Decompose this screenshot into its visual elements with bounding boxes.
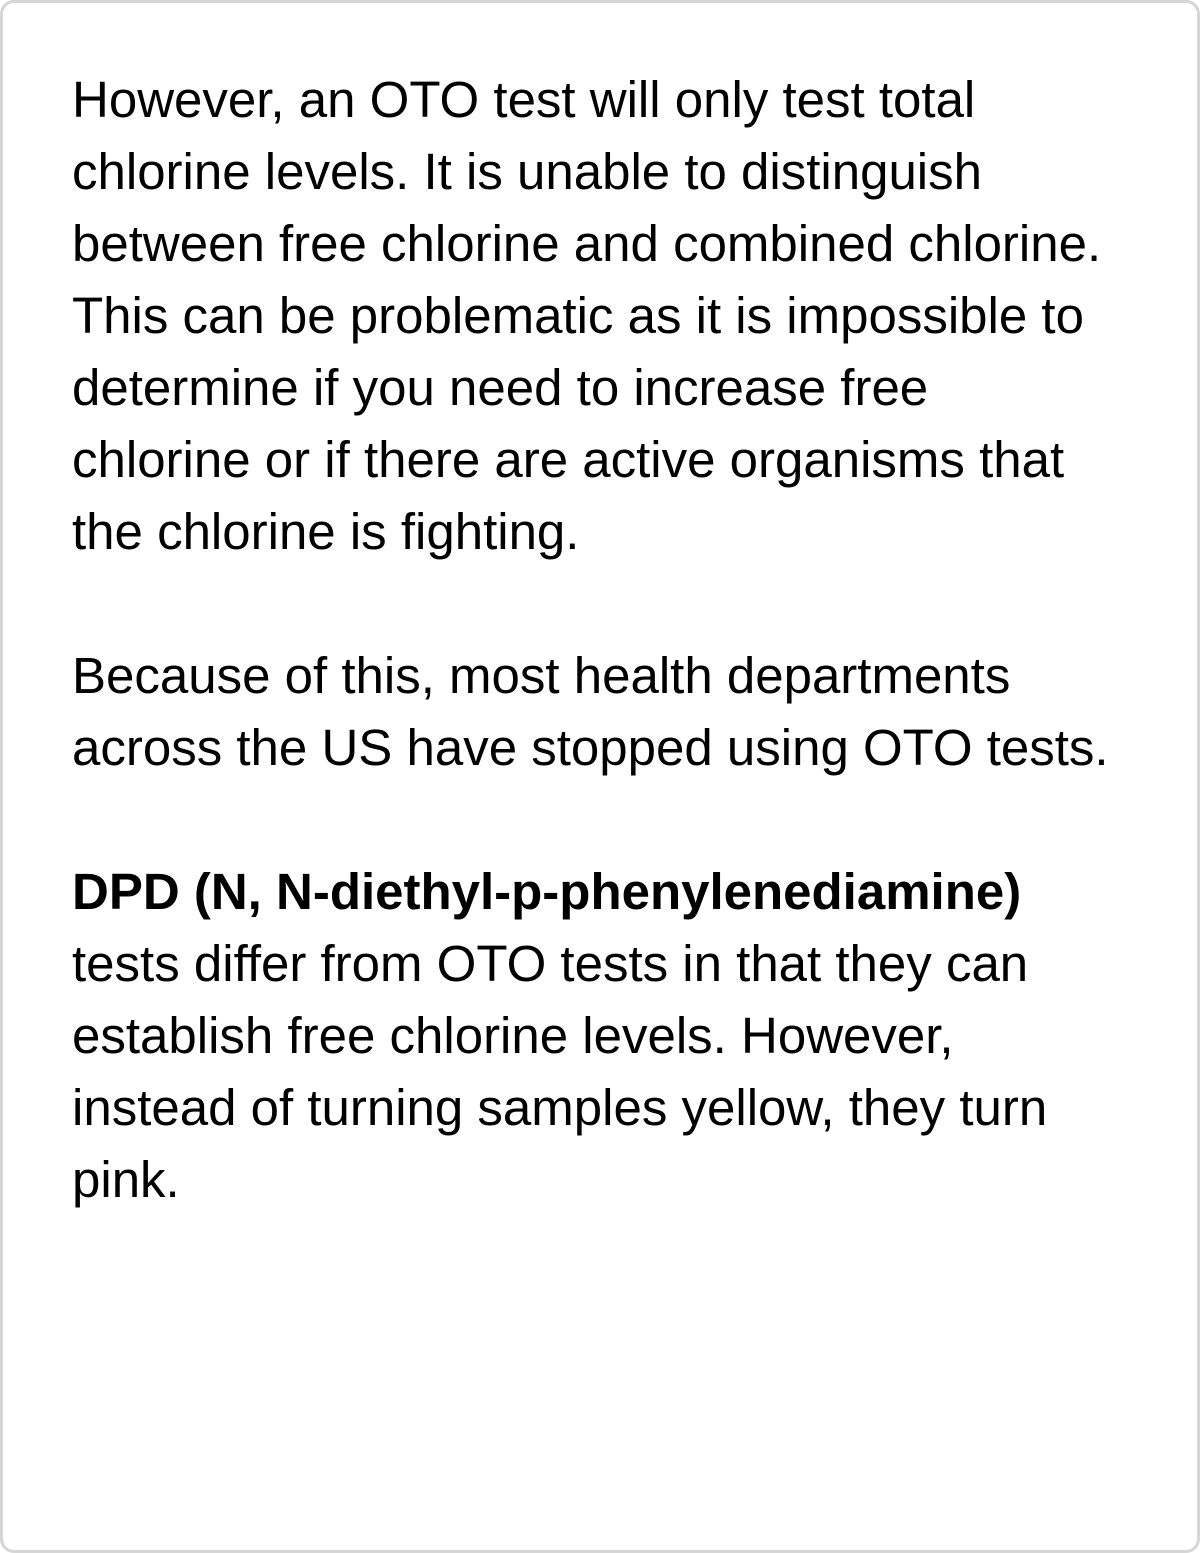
text-line: However, an OTO test will only test total [72,71,976,128]
text-line: tests differ from OTO tests in that they can [72,935,1029,992]
text-line: instead of turning samples yellow, they turn [72,1079,1048,1136]
text-line: determine if you need to increase free [72,359,929,416]
text-line: between free chlorine and combined chlorine. [72,215,1102,272]
text-line: establish free chlorine levels. However, [72,1007,954,1064]
paragraph-health-departments [72,640,1152,784]
text-line: across the US have stopped using OTO tests. [72,719,1109,776]
paragraph-dpd-tests [72,856,1152,1216]
text-line: chlorine levels. It is unable to distinguish [72,143,983,200]
text-line: pink. [72,1151,180,1208]
text-line: the chlorine is fighting. [72,503,580,560]
text-line: This can be problematic as it is impossible to [72,287,1084,344]
paragraph-oto-limitations [72,64,1152,568]
dpd-bold-term: DPD (N, N-diethyl-p-phenylenediamine) [72,863,1022,920]
document-body [72,64,1152,1288]
text-line: chlorine or if there are active organisms that [72,431,1065,488]
text-line: Because of this, most health departments [72,647,1011,704]
